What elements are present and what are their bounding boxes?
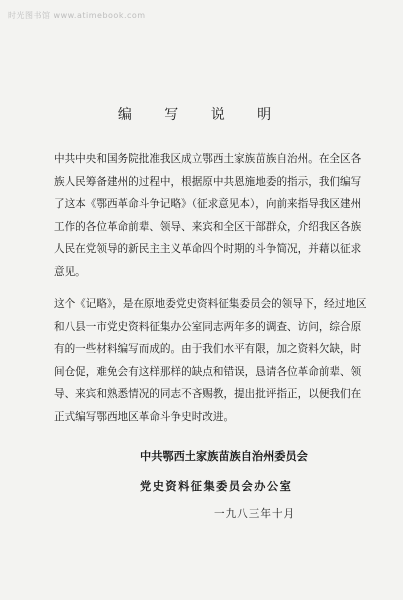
paragraph-2: 这个《记略》，是在原地委党史资料征集委员会的领导下，经过地区和八县一市党史资料征集办公室同志两年多的调查、访问，综合原有的一些材料编写而成的。由于我们水平有限，加之资料欠缺，时间仓促，难免会有这样那样的缺点和错误，恳请各位革命前辈、领导、来宾和熟悉情况的同志不吝赐教，提出批评指正，以便我们在正式编写鄂西地区革命斗争史时改进。 (54, 298, 367, 423)
watermark: 时光图书馆 www.atimebook.com (8, 11, 146, 20)
signature-date: 一九八三年十月 (214, 508, 296, 520)
signature-office: 党史资料征集委员会办公室 (140, 480, 293, 493)
signature-organization: 中共鄂西土家族苗族自治州委员会 (140, 450, 308, 463)
page-title: 编 写 说 明 (117, 107, 286, 123)
paragraph-1: 中共中央和国务院批准我区成立鄂西土家族苗族自治州。在全区各族人民筹备建州的过程中，根据原中共恩施地委的指示，我们编写了这本《鄂西革命斗争记略》（征求意见本），向前来指导我区建州工作的各位革命前辈、领导、来宾和全区干部群众，介绍我区各族人民在党领导的新民主主义革命四个时期的斗争简况，并藉以征求意见。 (54, 153, 362, 278)
